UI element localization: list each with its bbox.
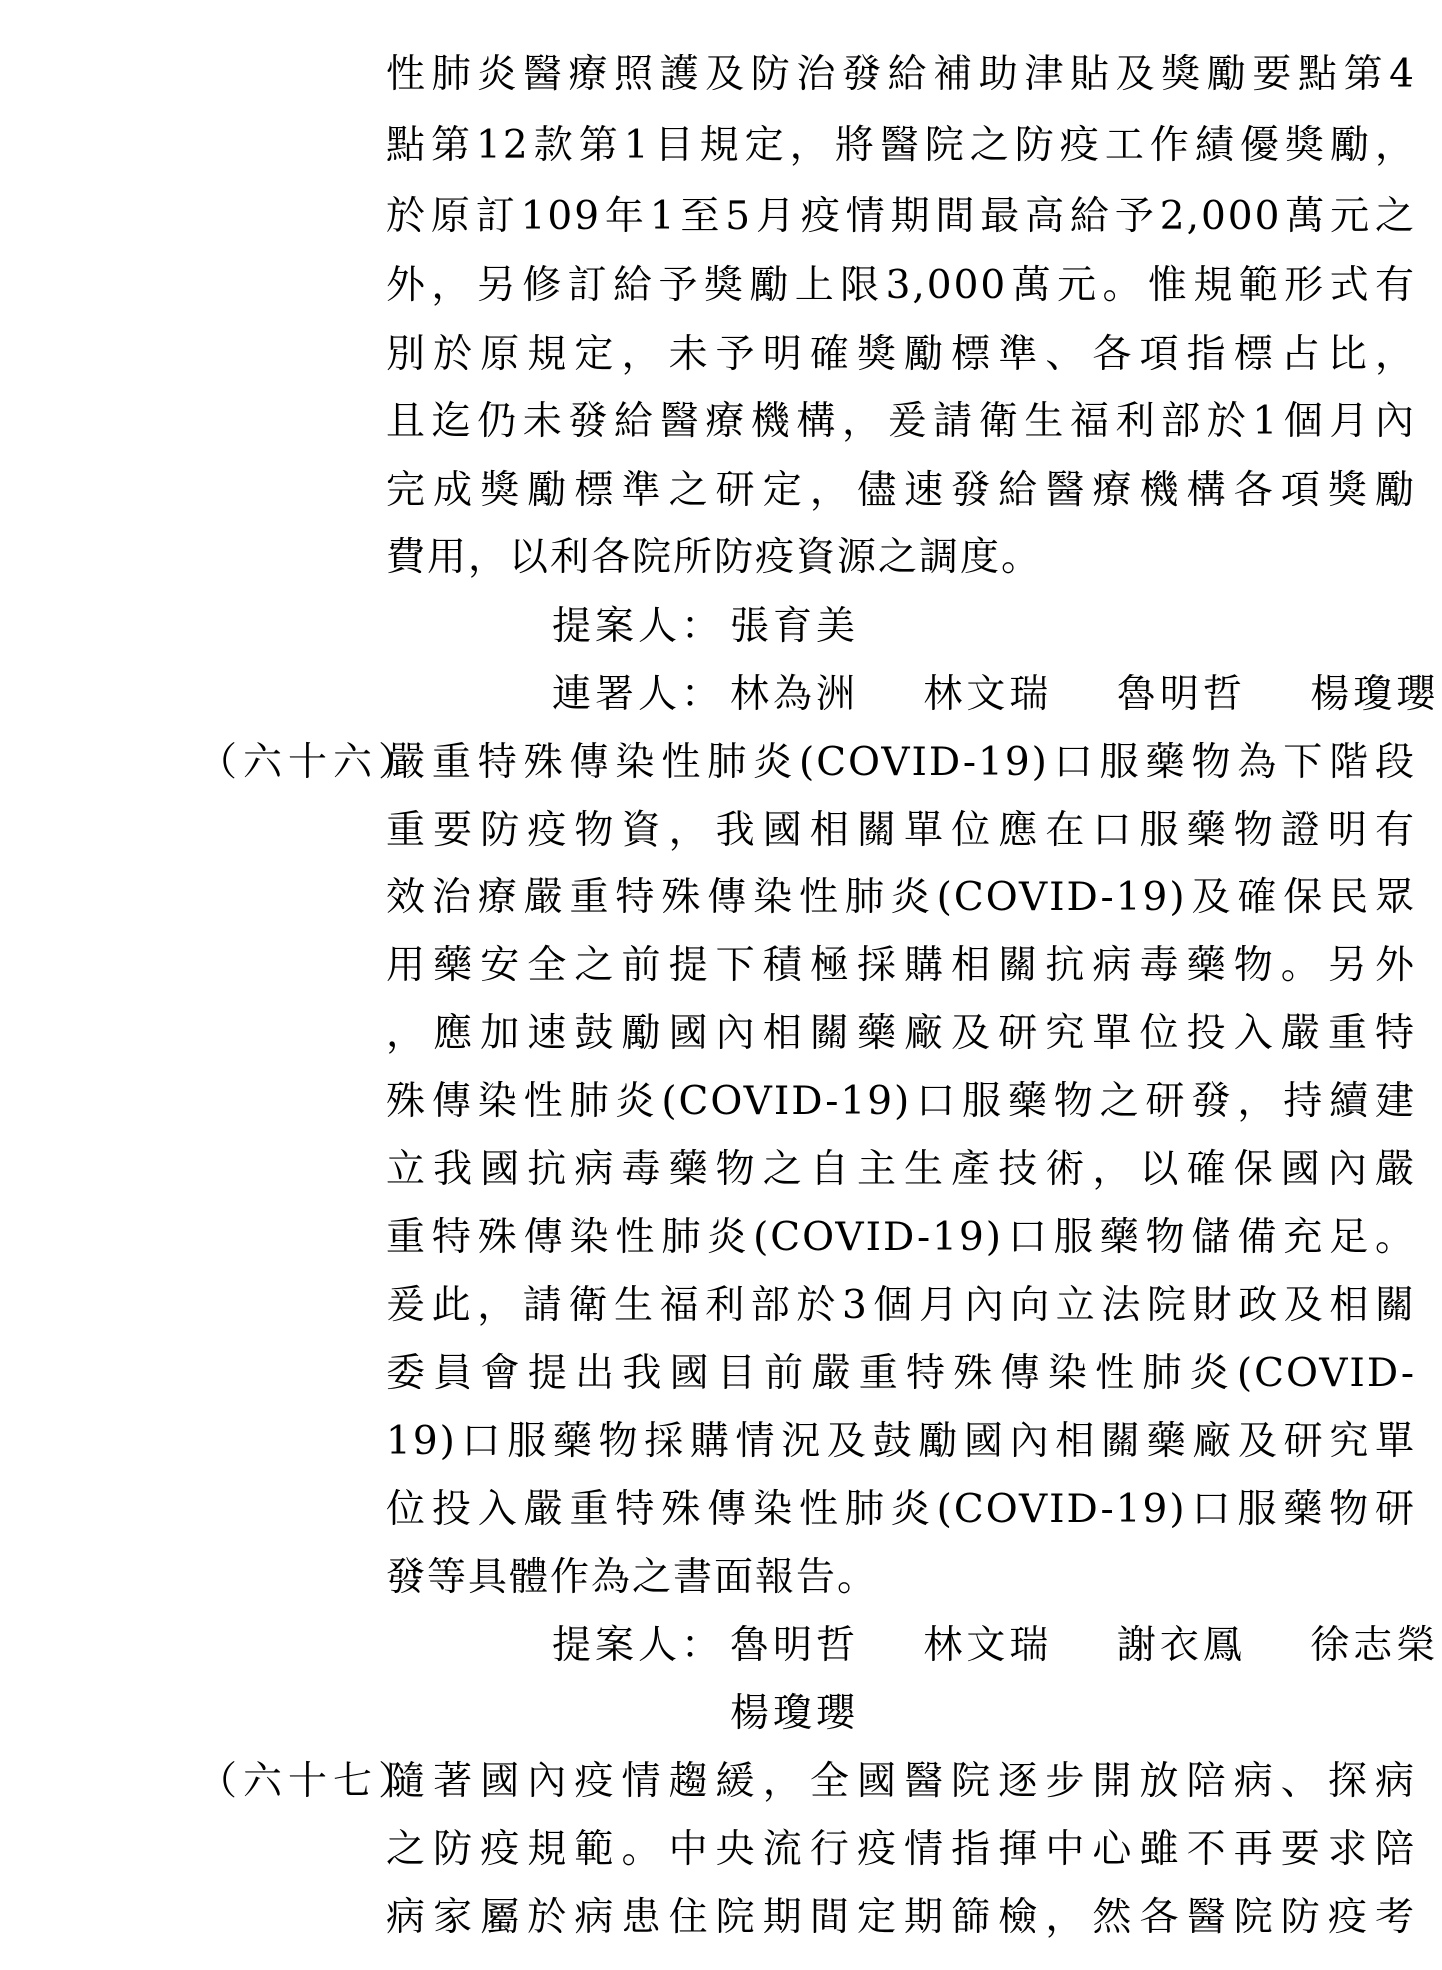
paragraph-line: 外，另修訂給予獎勵上限3,000萬元。惟規範形式有 xyxy=(386,263,1416,308)
item-number-67: （六十七） xyxy=(198,1759,424,1804)
paragraph-line: 且迄仍未發給醫療機構，爰請衛生福利部於1個月內 xyxy=(386,399,1416,444)
paragraph-line: 別於原規定，未予明確獎勵標準、各項指標占比， xyxy=(386,332,1416,377)
proposer-name: 楊瓊瓔 xyxy=(730,1691,860,1736)
item-number-66: （六十六） xyxy=(198,740,424,785)
paragraph-line: 病家屬於病患住院期間定期篩檢，然各醫院防疫考 xyxy=(386,1895,1416,1940)
paragraph-line: 費用，以利各院所防疫資源之調度。 xyxy=(386,535,1043,580)
paragraph-line: 立我國抗病毒藥物之自主生產技術，以確保國內嚴 xyxy=(386,1147,1416,1192)
proposer-name: 徐志榮 xyxy=(1310,1623,1440,1668)
paragraph-line: ，應加速鼓勵國內相關藥廠及研究單位投入嚴重特 xyxy=(386,1011,1416,1056)
paragraph-line: 性肺炎醫療照護及防治發給補助津貼及獎勵要點第4 xyxy=(386,52,1416,97)
proposer-names xyxy=(730,602,907,652)
cosigner-name: 楊瓊瓔 xyxy=(1310,672,1440,717)
paragraph-line: 之防疫規範。中央流行疫情指揮中心雖不再要求陪 xyxy=(386,1827,1416,1872)
paragraph-line: 於原訂109年1至5月疫情期間最高給予2,000萬元之 xyxy=(386,194,1416,239)
paragraph-line: 重要防疫物資，我國相關單位應在口服藥物證明有 xyxy=(386,808,1416,853)
paragraph-line: 嚴重特殊傳染性肺炎(COVID-19)口服藥物為下階段 xyxy=(386,740,1416,785)
paragraph-line: 殊傳染性肺炎(COVID-19)口服藥物之研發，持續建 xyxy=(386,1079,1416,1124)
cosigner-names xyxy=(730,670,1442,720)
proposer-names xyxy=(730,1621,1442,1671)
paragraph-line: 效治療嚴重特殊傳染性肺炎(COVID-19)及確保民眾 xyxy=(386,875,1416,920)
paragraph-line: 完成獎勵標準之研定，儘速發給醫療機構各項獎勵 xyxy=(386,468,1416,513)
cosigner-name: 魯明哲 xyxy=(1116,672,1246,717)
cosigner-name: 林文瑞 xyxy=(923,672,1053,717)
proposer-name: 謝衣鳳 xyxy=(1116,1623,1246,1668)
paragraph-line: 委員會提出我國目前嚴重特殊傳染性肺炎(COVID- xyxy=(386,1351,1416,1396)
proposer-names-continued xyxy=(730,1689,907,1739)
paragraph-line: 爰此，請衛生福利部於3個月內向立法院財政及相關 xyxy=(386,1283,1416,1328)
paragraph-line: 點第12款第1目規定，將醫院之防疫工作績優獎勵， xyxy=(386,123,1416,168)
paragraph-line: 用藥安全之前提下積極採購相關抗病毒藥物。另外 xyxy=(386,943,1416,988)
proposer-label: 提案人： xyxy=(552,604,725,649)
proposer-name: 張育美 xyxy=(730,604,860,649)
paragraph-line: 19)口服藥物採購情況及鼓勵國內相關藥廠及研究單 xyxy=(386,1419,1416,1464)
proposer-name: 魯明哲 xyxy=(730,1623,860,1668)
cosigner-label: 連署人： xyxy=(552,672,725,717)
paragraph-line: 發等具體作為之書面報告。 xyxy=(386,1555,879,1600)
paragraph-line: 隨著國內疫情趨緩，全國醫院逐步開放陪病、探病 xyxy=(386,1759,1416,1804)
proposer-label: 提案人： xyxy=(552,1623,725,1668)
paragraph-line: 重特殊傳染性肺炎(COVID-19)口服藥物儲備充足。 xyxy=(386,1215,1416,1260)
paragraph-line: 位投入嚴重特殊傳染性肺炎(COVID-19)口服藥物研 xyxy=(386,1487,1416,1532)
proposer-name: 林文瑞 xyxy=(923,1623,1053,1668)
cosigner-name: 林為洲 xyxy=(730,672,860,717)
